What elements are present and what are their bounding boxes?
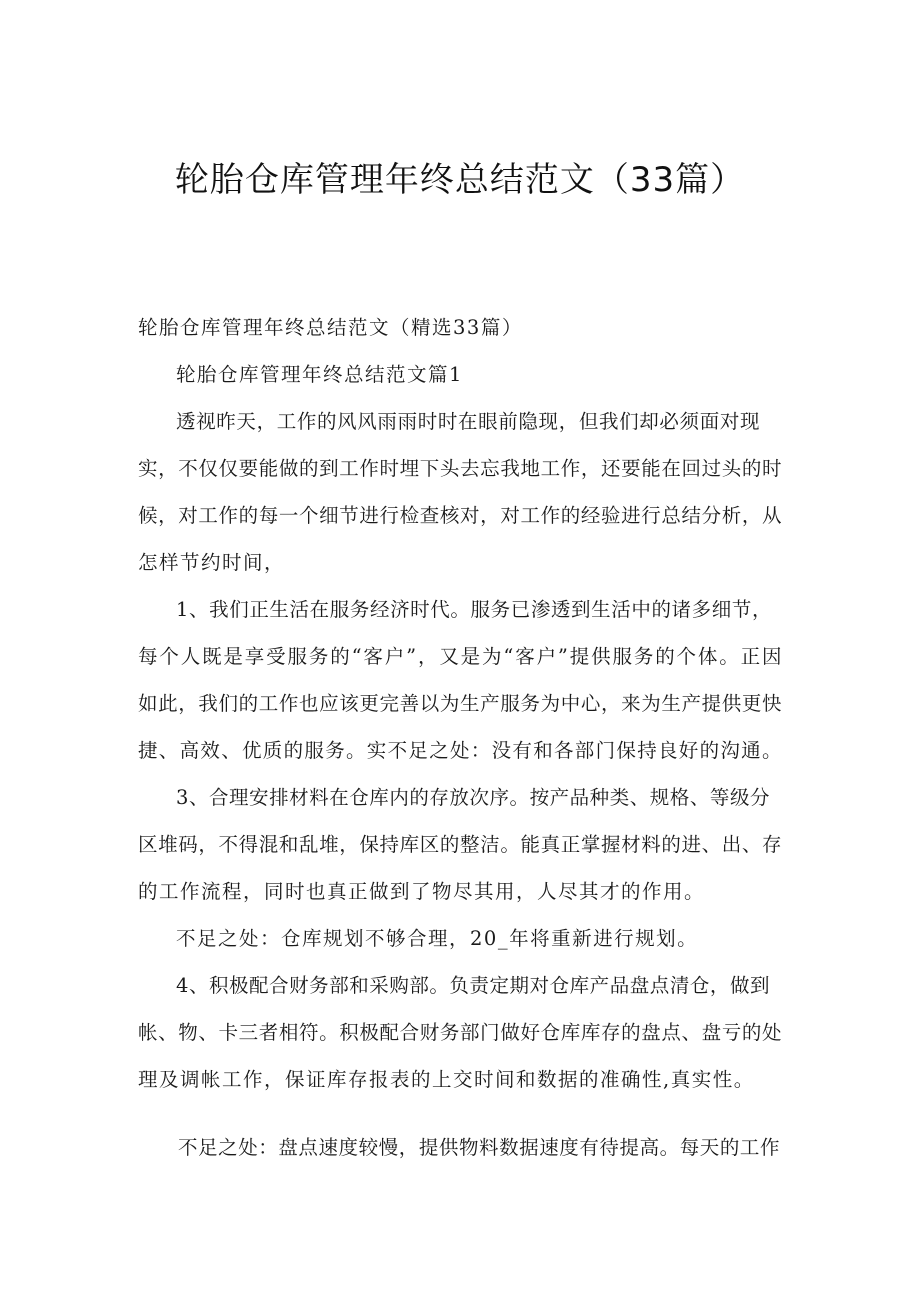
paragraph-line: 透视昨天，工作的风风雨雨时时在眼前隐现，但我们却必须面对现 — [176, 410, 760, 433]
paragraph-line: 如此，我们的工作也应该更完善以为生产服务为中心，来为生产提供更快 — [138, 692, 782, 715]
paragraph-line: 3、合理安排材料在仓库内的存放次序。按产品种类、规格、等级分 — [176, 786, 770, 809]
paragraph-line: 4、积极配合财务部和采购部。负责定期对仓库产品盘点清仓，做到 — [176, 974, 770, 997]
paragraph-line: 候，对工作的每一个细节进行检查核对，对工作的经验进行总结分析，从 — [138, 504, 782, 527]
document-title: 轮胎仓库管理年终总结范文（33篇） — [174, 160, 746, 200]
paragraph-line: 每个人既是享受服务的“客户”，又是为“客户”提供服务的个体。正因 — [138, 645, 782, 668]
document-subtitle: 轮胎仓库管理年终总结范文（精选33篇） — [138, 316, 523, 339]
paragraph-line: 1、我们正生活在服务经济时代。服务已渗透到生活中的诸多细节， — [176, 598, 772, 621]
section-heading: 轮胎仓库管理年终总结范文篇1 — [176, 363, 463, 386]
paragraph-line: 实，不仅仅要能做的到工作时埋下头去忘我地工作，还要能在回过头的时 — [138, 457, 782, 480]
paragraph-line: 帐、物、卡三者相符。积极配合财务部门做好仓库库存的盘点、盘亏的处 — [138, 1021, 782, 1044]
paragraph-line: 不足之处：仓库规划不够合理，20_年将重新进行规划。 — [176, 927, 699, 950]
paragraph-line: 捷、高效、优质的服务。实不足之处：没有和各部门保持良好的沟通。 — [138, 739, 782, 762]
paragraph-line: 区堆码，不得混和乱堆，保持库区的整洁。能真正掌握材料的进、出、存 — [138, 833, 782, 856]
paragraph-line: 怎样节约时间， — [138, 551, 286, 574]
paragraph-line: 不足之处：盘点速度较慢，提供物料数据速度有待提高。每天的工作 — [178, 1136, 780, 1159]
paragraph-line: 理及调帐工作，保证库存报表的上交时间和数据的准确性,真实性。 — [138, 1068, 755, 1091]
paragraph-line: 的工作流程，同时也真正做到了物尽其用，人尽其才的作用。 — [138, 880, 706, 903]
